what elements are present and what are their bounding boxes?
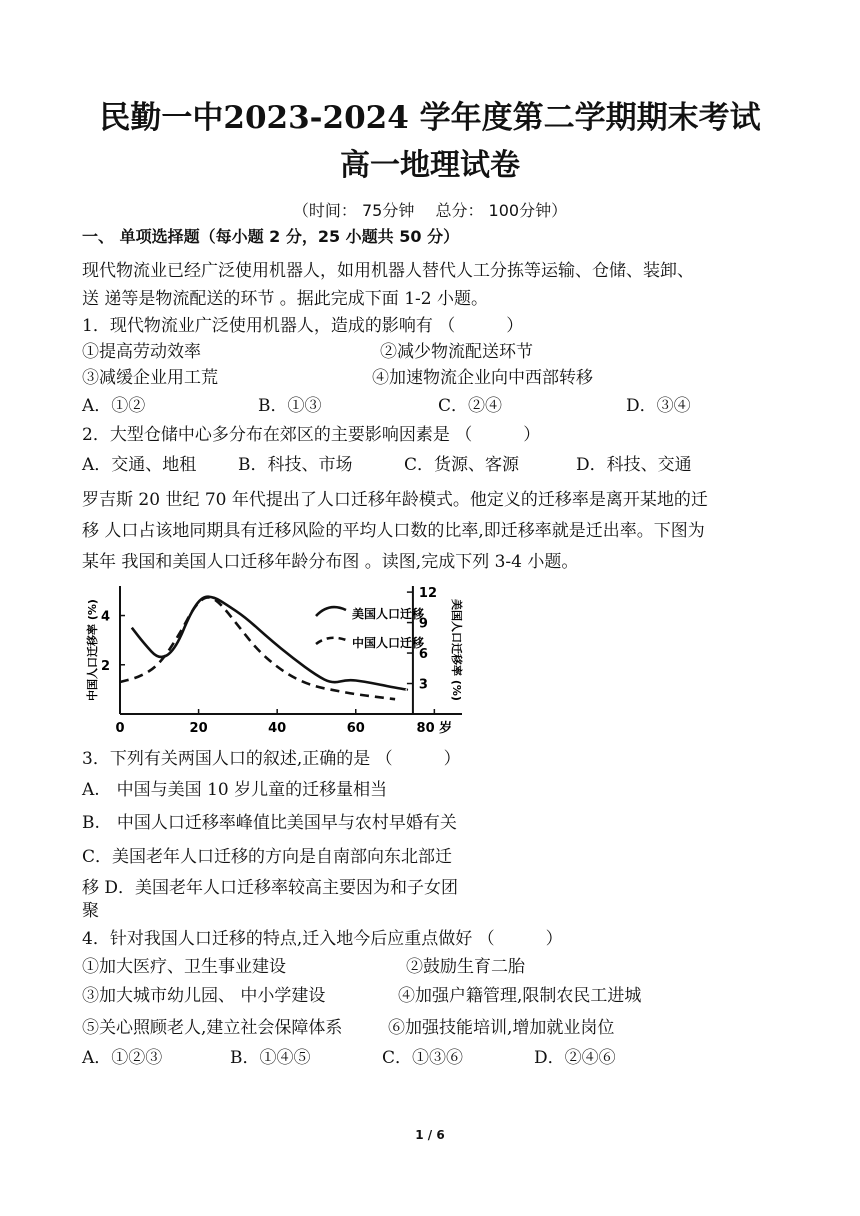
- q4-stem: 4．针对我国人口迁移的特点,迁入地今后应重点做好 （ ）: [82, 929, 563, 949]
- x-tick-label: 40: [268, 721, 287, 736]
- legend-usa-label: 美国人口迁移: [352, 607, 425, 621]
- paper-subtitle: 高一地理试卷: [340, 148, 520, 183]
- q3-option-d-continuation: 聚: [82, 901, 99, 921]
- q4-option-a[interactable]: A．①②③: [82, 1048, 163, 1068]
- x-tick-label: 60: [346, 721, 365, 736]
- q4-option-b[interactable]: B．①④⑤: [230, 1048, 311, 1068]
- exam-info: （时间： 75分钟 总分： 100分钟）: [292, 201, 568, 220]
- q1-statement-3: ③减缓企业用工荒: [82, 368, 218, 388]
- migration-age-chart: [84, 578, 524, 742]
- q3-option-a[interactable]: A. 中国与美国 10 岁儿童的迁移量相当: [82, 780, 388, 800]
- x-tick-label: 80 岁: [416, 721, 453, 736]
- q3-option-c[interactable]: C．美国老年人口迁移的方向是自南部向东北部迁: [82, 847, 453, 867]
- q1-option-c[interactable]: C．②④: [438, 396, 503, 416]
- left-tick-label: 2: [100, 658, 110, 674]
- legend-china-swatch: [316, 638, 346, 644]
- right-tick-label: 12: [418, 586, 438, 602]
- material2-line2: 移 人口占该地同期具有迁移风险的平均人口数的比率,即迁移率就是迁出率。下图为: [82, 521, 705, 541]
- q4-statement-3: ③加大城市幼儿园、 中小学建设: [82, 986, 326, 1006]
- section-heading: 一、 单项选择题（每小题 2 分，25 小题共 50 分）: [82, 227, 460, 246]
- left-axis-label: 中国人口迁移率 (%): [86, 599, 99, 701]
- left-tick-label: 4: [100, 609, 110, 625]
- q1-option-d[interactable]: D．③④: [626, 396, 691, 416]
- q1-statement-4: ④加速物流企业向中西部转移: [372, 368, 593, 388]
- q4-option-d[interactable]: D．②④⑥: [534, 1048, 616, 1068]
- exam-title: 民勤一中2023-2024 学年度第二学期期末考试: [99, 100, 761, 136]
- q1-statement-2: ②减少物流配送环节: [380, 342, 533, 362]
- q2-option-b[interactable]: B．科技、市场: [238, 455, 353, 475]
- q2-stem: 2．大型仓储中心多分布在郊区的主要影响因素是 （ ）: [82, 425, 541, 445]
- q3-stem: 3．下列有关两国人口的叙述,正确的是 （ ）: [82, 749, 461, 769]
- material2-line3: 某年 我国和美国人口迁移年龄分布图 。读图,完成下列 3-4 小题。: [82, 552, 579, 572]
- legend-china-label: 中国人口迁移: [352, 636, 425, 650]
- q4-statement-6: ⑥加强技能培训,增加就业岗位: [388, 1018, 615, 1038]
- q2-option-a[interactable]: A．交通、地租: [82, 455, 197, 475]
- right-tick-label: 6: [418, 647, 428, 663]
- q1-option-a[interactable]: A．①②: [82, 396, 146, 416]
- q2-option-d[interactable]: D．科技、交通: [576, 455, 692, 475]
- material1-line1: 现代物流业已经广泛使用机器人，如用机器人替代人工分拣等运输、仓储、装卸、: [82, 261, 694, 281]
- x-tick-label: 0: [115, 721, 125, 736]
- q4-statement-4: ④加强户籍管理,限制农民工进城: [398, 986, 642, 1006]
- legend-usa-swatch: [316, 607, 346, 616]
- q4-option-c[interactable]: C．①③⑥: [382, 1048, 464, 1068]
- q1-stem: 1．现代物流业广泛使用机器人，造成的影响有 （ ）: [82, 316, 524, 336]
- right-tick-label: 3: [418, 677, 428, 693]
- right-tick-label: 9: [418, 616, 428, 632]
- q4-statement-5: ⑤关心照顾老人,建立社会保障体系: [82, 1018, 343, 1038]
- page-number: 1 / 6: [415, 1128, 445, 1142]
- material1-line2: 送 递等是物流配送的环节 。据此完成下面 1-2 小题。: [82, 289, 488, 309]
- right-axis-label: 美国人口迁移率 (%): [449, 599, 463, 701]
- q4-statement-1: ①加大医疗、卫生事业建设: [82, 957, 286, 977]
- q4-statement-2: ②鼓励生育二胎: [406, 957, 525, 977]
- q1-statement-1: ①提高劳动效率: [82, 342, 201, 362]
- q3-option-d[interactable]: 移 D．美国老年人口迁移率较高主要因为和子女团: [82, 878, 459, 898]
- q3-option-b[interactable]: B. 中国人口迁移率峰值比美国早与农村早婚有关: [82, 813, 457, 833]
- material2-line1: 罗吉斯 20 世纪 70 年代提出了人口迁移年龄模式。他定义的迁移率是离开某地的迁: [82, 490, 708, 510]
- q2-option-c[interactable]: C．货源、客源: [404, 455, 520, 475]
- q1-option-b[interactable]: B．①③: [258, 396, 322, 416]
- x-tick-label: 20: [189, 721, 208, 736]
